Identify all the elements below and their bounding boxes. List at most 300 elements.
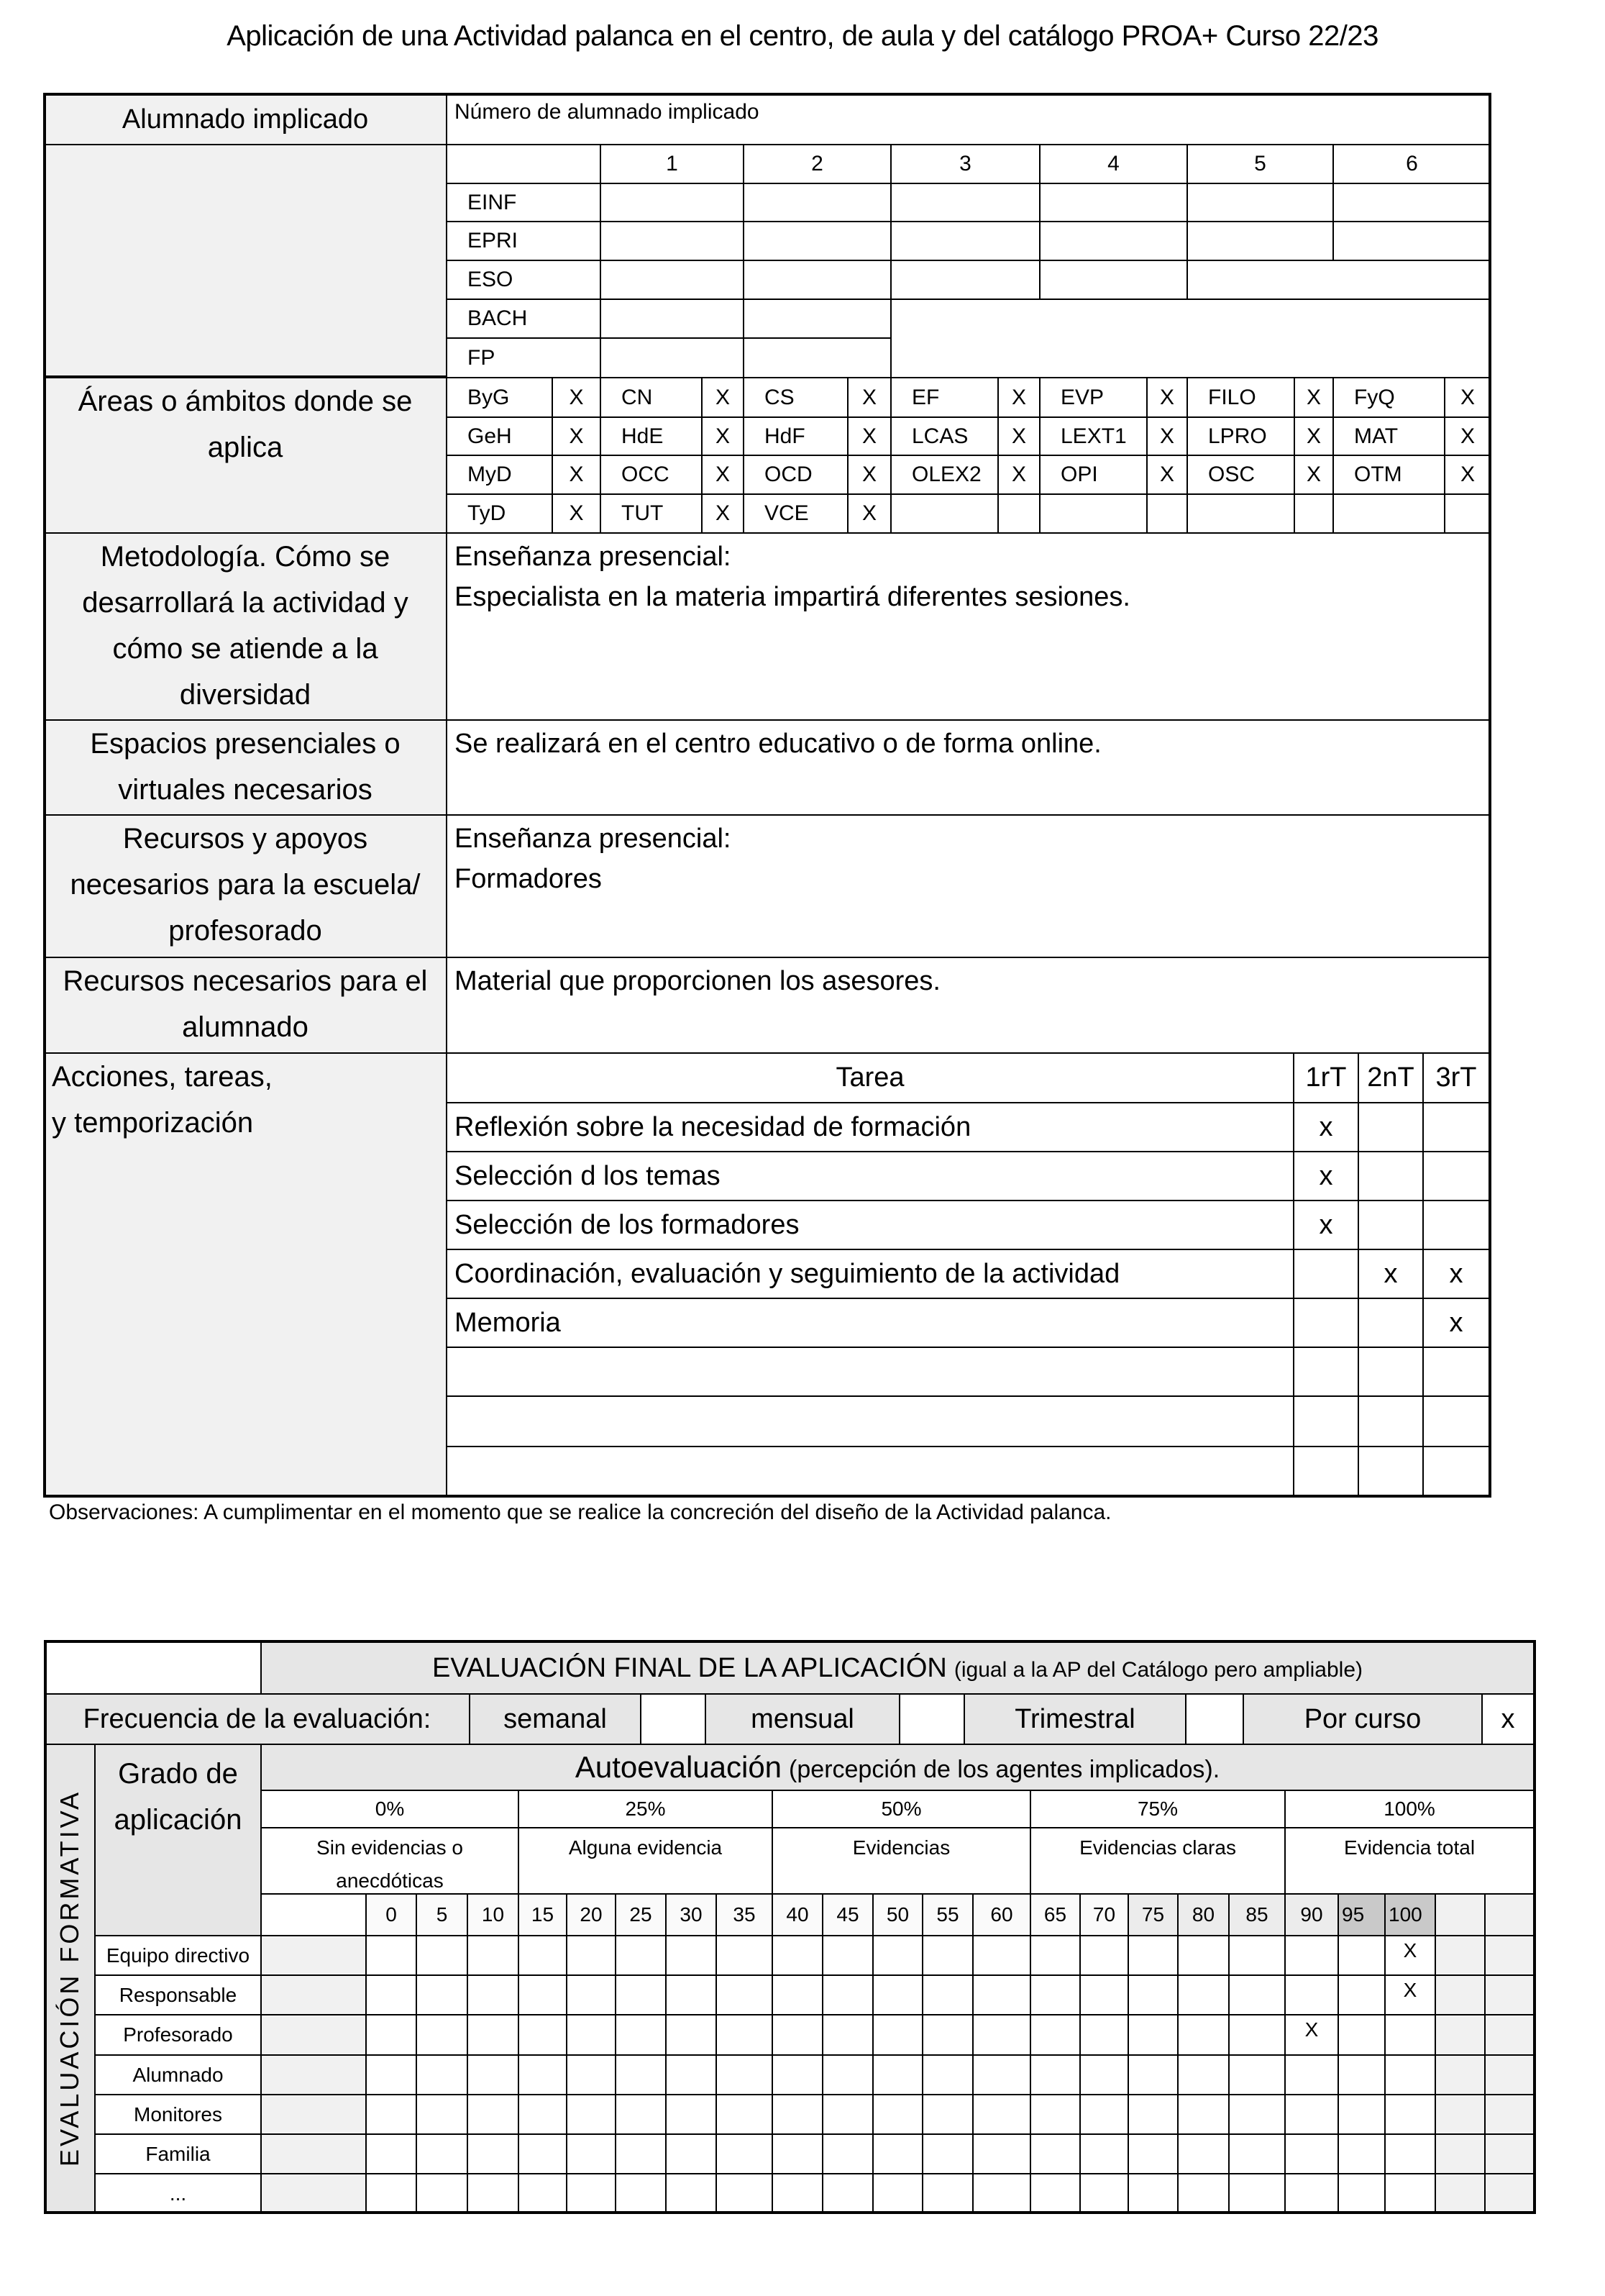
agent-score-cell[interactable] — [1177, 2094, 1230, 2135]
agent-score-cell[interactable] — [416, 2173, 468, 2214]
area-checkbox[interactable] — [1294, 377, 1334, 418]
agent-score-cell[interactable] — [1079, 1974, 1129, 2015]
agent-score-cell[interactable] — [715, 1935, 773, 1976]
frecuencia-checkbox-3[interactable] — [1481, 1693, 1535, 1745]
agent-score-cell[interactable] — [566, 2094, 616, 2135]
count-input-ESO-2[interactable] — [743, 260, 892, 300]
agent-score-cell[interactable] — [1030, 2054, 1081, 2095]
agent-score-cell[interactable] — [715, 2173, 773, 2214]
area-checkbox[interactable] — [997, 455, 1041, 495]
agent-score-cell[interactable] — [872, 2173, 923, 2214]
agent-score-cell[interactable] — [922, 1935, 974, 1976]
agent-score-cell[interactable] — [1338, 1974, 1386, 2015]
agent-score-cell[interactable] — [772, 2014, 823, 2056]
agent-score-cell[interactable] — [416, 2014, 468, 2056]
area-checkbox[interactable] — [1146, 493, 1188, 534]
task-term1-check[interactable] — [1293, 1200, 1359, 1250]
agent-score-cell[interactable] — [1177, 2133, 1230, 2174]
agent-score-cell[interactable] — [772, 2094, 823, 2135]
agent-score-cell[interactable] — [1338, 2133, 1386, 2174]
agent-score-cell[interactable] — [1128, 2094, 1179, 2135]
agent-score-cell[interactable] — [1484, 2094, 1535, 2135]
agent-score-cell[interactable] — [665, 1974, 717, 2015]
grade-header-5 — [1186, 144, 1334, 184]
recursos-alumnado-line-1: Material que proporcionen los asesores. — [454, 966, 941, 996]
agent-score-cell[interactable] — [772, 1935, 823, 1976]
count-input-EINF-4[interactable] — [1039, 183, 1188, 222]
count-input-ESO-3[interactable] — [890, 260, 1041, 300]
agent-score-cell[interactable] — [566, 1974, 616, 2015]
agent-score-cell[interactable] — [615, 2133, 667, 2174]
term1-header — [1293, 1052, 1359, 1103]
agent-score-cell[interactable] — [1030, 2133, 1081, 2174]
agent-score-cell[interactable] — [665, 2014, 717, 2056]
agent-score-cell[interactable] — [1128, 2173, 1179, 2214]
agent-score-cell[interactable] — [1079, 2054, 1129, 2095]
agent-score-cell[interactable] — [1177, 1935, 1230, 1976]
agent-score-cell[interactable] — [822, 1974, 874, 2015]
task-term2-check[interactable] — [1358, 1298, 1424, 1348]
agent-score-cell[interactable] — [365, 2054, 417, 2095]
frecuencia-checkbox-2[interactable] — [1185, 1693, 1244, 1745]
agent-score-cell[interactable] — [1284, 2054, 1339, 2095]
area-checkbox[interactable] — [1146, 455, 1188, 495]
count-input-EPRI-2[interactable] — [743, 221, 892, 261]
area-checkbox[interactable] — [701, 416, 744, 456]
agent-score-cell[interactable] — [518, 2133, 567, 2174]
agent-label — [94, 2173, 262, 2214]
area-checkbox[interactable] — [997, 493, 1041, 534]
agent-score-cell[interactable] — [972, 2014, 1031, 2056]
espacios-label-text: Espacios presenciales o virtuales necesarios — [90, 728, 401, 806]
task-term2-check[interactable] — [1358, 1395, 1424, 1447]
agent-score-cell[interactable] — [365, 2014, 417, 2056]
area-checkbox[interactable] — [1294, 455, 1334, 495]
task-row-name[interactable] — [446, 1446, 1294, 1498]
count-input-EPRI-1[interactable] — [600, 221, 744, 261]
agent-score-cell[interactable] — [365, 1974, 417, 2015]
task-row-name[interactable] — [446, 1102, 1294, 1152]
count-input-ESO-4[interactable] — [1039, 260, 1188, 300]
agent-score-cell[interactable] — [1384, 2173, 1436, 2214]
task-term3-check[interactable] — [1422, 1395, 1490, 1447]
agent-score-cell[interactable] — [1228, 2133, 1286, 2174]
task-term3-check[interactable] — [1422, 1298, 1490, 1348]
agent-score-cell[interactable] — [715, 2133, 773, 2174]
agent-score-cell[interactable] — [922, 2054, 974, 2095]
count-input-EINF-6[interactable] — [1332, 183, 1491, 222]
espacios-content[interactable] — [446, 719, 1490, 816]
agent-score-cell[interactable] — [467, 1974, 519, 2015]
area-code-text: MyD — [467, 463, 512, 486]
agent-score-cell[interactable] — [467, 1935, 519, 1976]
agent-score-cell[interactable] — [972, 1935, 1031, 1976]
agent-score-cell[interactable] — [1177, 1974, 1230, 2015]
agent-score-cell[interactable] — [1177, 2173, 1230, 2214]
task-row-name[interactable] — [446, 1395, 1294, 1447]
agent-score-cell[interactable] — [665, 2094, 717, 2135]
scale-value-text: 100 — [1389, 1903, 1422, 1926]
task-row-name[interactable] — [446, 1151, 1294, 1201]
agent-score-cell[interactable] — [1079, 2014, 1129, 2056]
agent-score-cell[interactable] — [566, 2054, 616, 2095]
task-term1-check[interactable] — [1293, 1395, 1359, 1447]
area-code-text: FyQ — [1354, 385, 1395, 409]
agent-score-cell[interactable] — [1284, 2094, 1339, 2135]
level-percent — [772, 1790, 1031, 1828]
agent-score-cell[interactable] — [922, 2173, 974, 2214]
agent-score-cell[interactable] — [416, 2133, 468, 2174]
scale-value — [1435, 1893, 1486, 1936]
task-row-name-text: Selección de los formadores — [454, 1209, 800, 1240]
area-checkbox[interactable] — [1444, 455, 1491, 495]
agent-score-cell[interactable] — [1284, 2133, 1339, 2174]
agent-score-cell[interactable] — [518, 2173, 567, 2214]
agent-score-cell[interactable] — [1435, 2173, 1486, 2214]
agent-score-cell[interactable] — [1338, 2173, 1386, 2214]
count-input-EPRI-5[interactable] — [1186, 221, 1334, 261]
agent-score-cell[interactable] — [1384, 2094, 1436, 2135]
count-input-EPRI-6[interactable] — [1332, 221, 1491, 261]
agent-score-cell[interactable] — [1284, 1935, 1339, 1976]
agent-score-cell[interactable] — [1435, 2014, 1486, 2056]
agent-score-cell[interactable] — [1030, 1935, 1081, 1976]
agent-score-cell[interactable] — [1338, 1935, 1386, 1976]
level-description-text: Sin evidencias o anecdóticas — [316, 1836, 463, 1892]
area-checkbox-text: X — [715, 385, 730, 409]
recursos-alumnado-label-text: Recursos necesarios para el alumnado — [63, 965, 428, 1043]
agent-score-cell[interactable] — [822, 2054, 874, 2095]
agent-score-cell[interactable] — [518, 2094, 567, 2135]
agent-score-cell[interactable] — [872, 1974, 923, 2015]
recursos-escuela-content[interactable] — [446, 814, 1490, 958]
area-checkbox[interactable] — [997, 416, 1041, 456]
agent-score-cell[interactable] — [518, 1974, 567, 2015]
agent-score-cell[interactable] — [416, 1974, 468, 2015]
agent-score-cell[interactable] — [922, 2014, 974, 2056]
score-mark: X — [1403, 1979, 1417, 2001]
agent-score-cell[interactable] — [1177, 2014, 1230, 2056]
agent-score-cell[interactable] — [1128, 1974, 1179, 2015]
agent-score-cell[interactable] — [1435, 2133, 1486, 2174]
agent-score-cell[interactable] — [1128, 2133, 1179, 2174]
agent-score-cell[interactable] — [1228, 2173, 1286, 2214]
task-row-name[interactable] — [446, 1298, 1294, 1348]
area-checkbox-text: X — [715, 424, 730, 448]
agent-score-cell[interactable] — [1284, 2173, 1339, 2214]
task-term3-check[interactable] — [1422, 1446, 1490, 1498]
agent-score-cell[interactable] — [518, 2014, 567, 2056]
task-row-name[interactable] — [446, 1249, 1294, 1299]
agent-label-text: Familia — [145, 2142, 211, 2165]
agent-score-cell[interactable] — [922, 1974, 974, 2015]
agent-score-cell[interactable] — [566, 2014, 616, 2056]
level-percent-text: 75% — [1137, 1798, 1179, 1820]
agent-score-cell[interactable] — [1435, 1935, 1486, 1976]
agent-score-cell[interactable] — [872, 2054, 923, 2095]
scale-value — [1030, 1893, 1081, 1936]
task-term1-check[interactable] — [1293, 1298, 1359, 1348]
agent-score-cell[interactable] — [1228, 2014, 1286, 2056]
agent-score-cell[interactable] — [922, 2094, 974, 2135]
task-term2-check[interactable] — [1358, 1151, 1424, 1201]
agent-score-cell[interactable] — [615, 2054, 667, 2095]
agent-score-cell[interactable] — [1384, 1935, 1436, 1976]
agent-score-cell[interactable] — [715, 2054, 773, 2095]
task-term2-check[interactable] — [1358, 1200, 1424, 1250]
agent-score-cell[interactable] — [365, 2094, 417, 2135]
task-term3-check[interactable] — [1422, 1151, 1490, 1201]
area-code-text: EVP — [1061, 385, 1105, 409]
recursos-alumnado-content[interactable] — [446, 957, 1490, 1054]
agent-score-cell[interactable] — [1228, 1935, 1286, 1976]
area-checkbox[interactable] — [1294, 416, 1334, 456]
agent-score-cell[interactable] — [365, 2173, 417, 2214]
agent-score-cell[interactable] — [1128, 1935, 1179, 1976]
agent-score-cell[interactable] — [822, 2014, 874, 2056]
agent-score-cell[interactable] — [1384, 1974, 1436, 2015]
agent-score-cell[interactable] — [1384, 2133, 1436, 2174]
frecuencia-checkbox-0[interactable] — [640, 1693, 706, 1745]
agent-score-cell[interactable] — [665, 2173, 717, 2214]
agent-score-cell[interactable] — [615, 1974, 667, 2015]
agent-score-cell[interactable] — [665, 2133, 717, 2174]
agent-score-cell[interactable] — [665, 2054, 717, 2095]
area-checkbox[interactable] — [847, 377, 892, 418]
agent-score-cell[interactable] — [872, 2133, 923, 2174]
agent-score-cell[interactable] — [715, 2014, 773, 2056]
agent-score-cell[interactable] — [1079, 2173, 1129, 2214]
agent-label — [94, 1935, 262, 1976]
area-checkbox[interactable] — [997, 377, 1041, 418]
scale-value — [872, 1893, 923, 1936]
agent-score-cell[interactable] — [615, 2173, 667, 2214]
agent-score-cell[interactable] — [665, 1935, 717, 1976]
task-term1-check[interactable] — [1293, 1249, 1359, 1299]
level-percent-text: 100% — [1384, 1798, 1435, 1820]
agent-score-cell[interactable] — [972, 2054, 1031, 2095]
count-input-FP-1[interactable] — [600, 337, 744, 378]
agent-score-cell[interactable] — [1435, 2054, 1486, 2095]
agent-score-cell[interactable] — [1128, 2014, 1179, 2056]
agent-score-cell[interactable] — [1384, 2054, 1436, 2095]
agent-score-cell[interactable] — [1079, 1935, 1129, 1976]
area-checkbox[interactable] — [552, 377, 601, 418]
agent-score-cell[interactable] — [715, 2094, 773, 2135]
task-term2-check[interactable] — [1358, 1347, 1424, 1397]
count-input-EINF-5[interactable] — [1186, 183, 1334, 222]
area-checkbox[interactable] — [701, 455, 744, 495]
agent-score-cell[interactable] — [1384, 2014, 1436, 2056]
count-input-BACH-2[interactable] — [743, 299, 892, 339]
agent-score-cell[interactable] — [566, 2133, 616, 2174]
agent-score-cell[interactable] — [1338, 2014, 1386, 2056]
agent-score-cell[interactable] — [1030, 2173, 1081, 2214]
agent-score-cell[interactable] — [1484, 2014, 1535, 2056]
agent-score-cell[interactable] — [1338, 2054, 1386, 2095]
scale-value-text: 45 — [836, 1903, 859, 1926]
agent-score-cell[interactable] — [518, 1935, 567, 1976]
agent-score-cell[interactable] — [772, 2054, 823, 2095]
area-checkbox[interactable] — [1294, 493, 1334, 534]
agent-score-cell[interactable] — [1284, 2014, 1339, 2056]
metodologia-content[interactable] — [446, 532, 1490, 721]
agent-score-cell[interactable] — [1177, 2054, 1230, 2095]
task-term1-check[interactable] — [1293, 1102, 1359, 1152]
area-checkbox[interactable] — [847, 455, 892, 495]
agent-score-cell[interactable] — [1484, 2054, 1535, 2095]
count-input-EINF-1[interactable] — [600, 183, 744, 222]
agent-score-cell[interactable] — [1079, 2133, 1129, 2174]
area-checkbox-text: X — [569, 424, 584, 448]
agent-score-cell[interactable] — [772, 2133, 823, 2174]
area-code-text: CS — [764, 385, 795, 409]
count-input-EPRI-4[interactable] — [1039, 221, 1188, 261]
agent-score-cell[interactable] — [365, 2133, 417, 2174]
scale-value-text: 95 — [1342, 1903, 1365, 1926]
agent-score-cell[interactable] — [972, 2133, 1031, 2174]
frecuencia-checkbox-1[interactable] — [899, 1693, 965, 1745]
agent-score-cell[interactable] — [922, 2133, 974, 2174]
score-mark: X — [1403, 1939, 1417, 1962]
frecuencia-checkbox-3-text: x — [1501, 1703, 1515, 1734]
area-checkbox-text: X — [861, 385, 877, 409]
agent-score-cell[interactable] — [872, 1935, 923, 1976]
scale-value — [665, 1893, 717, 1936]
agent-score-cell[interactable] — [1030, 2014, 1081, 2056]
agent-score-cell[interactable] — [467, 2054, 519, 2095]
grade-header-2-text: 2 — [811, 152, 823, 176]
area-checkbox[interactable] — [552, 455, 601, 495]
grado-aplicacion-label — [94, 1744, 262, 1936]
agent-score-cell[interactable] — [1484, 1974, 1535, 2015]
area-checkbox[interactable] — [552, 416, 601, 456]
agent-score-cell[interactable] — [416, 2094, 468, 2135]
area-code — [600, 416, 703, 456]
agent-score-cell[interactable] — [1435, 1974, 1486, 2015]
area-checkbox[interactable] — [847, 416, 892, 456]
task-term2-check[interactable] — [1358, 1249, 1424, 1299]
agent-score-cell[interactable] — [518, 2054, 567, 2095]
acciones-label-line1: Acciones, tareas, — [52, 1061, 273, 1093]
agent-score-cell[interactable] — [615, 1935, 667, 1976]
task-term1-check[interactable] — [1293, 1446, 1359, 1498]
task-row-name[interactable] — [446, 1200, 1294, 1250]
agent-score-cell[interactable] — [467, 2133, 519, 2174]
area-checkbox[interactable] — [1444, 377, 1491, 418]
count-input-EINF-3[interactable] — [890, 183, 1041, 222]
area-checkbox[interactable] — [1444, 493, 1491, 534]
agent-score-cell[interactable] — [1030, 2094, 1081, 2135]
agent-score-cell[interactable] — [1484, 2173, 1535, 2214]
area-code — [600, 493, 703, 534]
agent-score-cell[interactable] — [1079, 2094, 1129, 2135]
task-term3-check[interactable] — [1422, 1347, 1490, 1397]
task-term2-check[interactable] — [1358, 1446, 1424, 1498]
task-term3-check[interactable] — [1422, 1102, 1490, 1152]
level-percent — [260, 1790, 519, 1828]
agent-score-cell[interactable] — [1484, 2133, 1535, 2174]
agent-score-cell[interactable] — [467, 2014, 519, 2056]
count-input-FP-2[interactable] — [743, 337, 892, 378]
area-checkbox-text: X — [1306, 463, 1321, 486]
count-input-EPRI-3[interactable] — [890, 221, 1041, 261]
agent-score-cell[interactable] — [566, 1935, 616, 1976]
agent-score-cell[interactable] — [772, 2173, 823, 2214]
scale-value — [822, 1893, 874, 1936]
count-input-EINF-2[interactable] — [743, 183, 892, 222]
level-description — [1284, 1827, 1535, 1895]
agent-blank — [260, 1935, 367, 1976]
area-checkbox-text: X — [1460, 385, 1475, 409]
area-checkbox[interactable] — [1146, 377, 1188, 418]
agent-score-cell[interactable] — [715, 1974, 773, 2015]
task-term3-check[interactable] — [1422, 1200, 1490, 1250]
agent-score-cell[interactable] — [416, 1935, 468, 1976]
task-term3-check[interactable] — [1422, 1249, 1490, 1299]
agent-score-cell[interactable] — [467, 2094, 519, 2135]
agent-score-cell[interactable] — [1030, 1974, 1081, 2015]
level-label — [446, 337, 601, 378]
agent-score-cell[interactable] — [1284, 1974, 1339, 2015]
agent-score-cell[interactable] — [365, 1935, 417, 1976]
recursos-escuela-line-1: Enseñanza presencial: — [454, 824, 731, 854]
area-checkbox[interactable] — [701, 377, 744, 418]
autoevaluacion-header — [260, 1744, 1535, 1791]
agent-score-cell[interactable] — [772, 1974, 823, 2015]
area-checkbox[interactable] — [701, 493, 744, 534]
agent-score-cell[interactable] — [467, 2173, 519, 2214]
agent-score-cell[interactable] — [1128, 2054, 1179, 2095]
agent-score-cell[interactable] — [822, 2173, 874, 2214]
task-term1-check[interactable] — [1293, 1347, 1359, 1397]
scale-value — [715, 1893, 773, 1936]
count-input-BACH-1[interactable] — [600, 299, 744, 339]
agent-score-cell[interactable] — [872, 2014, 923, 2056]
agent-score-cell[interactable] — [1228, 2054, 1286, 2095]
agent-score-cell[interactable] — [615, 2014, 667, 2056]
agent-score-cell[interactable] — [822, 2094, 874, 2135]
agent-score-cell[interactable] — [416, 2054, 468, 2095]
task-term2-check[interactable] — [1358, 1102, 1424, 1152]
agent-score-cell[interactable] — [872, 2094, 923, 2135]
agent-score-cell[interactable] — [1484, 1935, 1535, 1976]
area-code-text: GeH — [467, 424, 512, 448]
agent-score-cell[interactable] — [822, 2133, 874, 2174]
agent-score-cell[interactable] — [972, 2173, 1031, 2214]
agent-blank — [260, 2094, 367, 2135]
agent-score-cell[interactable] — [972, 1974, 1031, 2015]
task-term1-check[interactable] — [1293, 1151, 1359, 1201]
agent-score-cell[interactable] — [1228, 2094, 1286, 2135]
area-checkbox[interactable] — [847, 493, 892, 534]
count-input-ESO-1[interactable] — [600, 260, 744, 300]
agent-score-cell[interactable] — [822, 1935, 874, 1976]
agent-score-cell[interactable] — [566, 2173, 616, 2214]
agent-score-cell[interactable] — [1338, 2094, 1386, 2135]
area-checkbox[interactable] — [552, 493, 601, 534]
scale-value — [1384, 1893, 1436, 1936]
agent-score-cell[interactable] — [1435, 2094, 1486, 2135]
area-checkbox[interactable] — [1146, 416, 1188, 456]
level-label-text: EINF — [467, 190, 517, 214]
agent-score-cell[interactable] — [615, 2094, 667, 2135]
area-checkbox[interactable] — [1444, 416, 1491, 456]
task-row-name[interactable] — [446, 1347, 1294, 1397]
agent-score-cell[interactable] — [972, 2094, 1031, 2135]
agent-score-cell[interactable] — [1228, 1974, 1286, 2015]
espacios-label — [43, 719, 447, 816]
